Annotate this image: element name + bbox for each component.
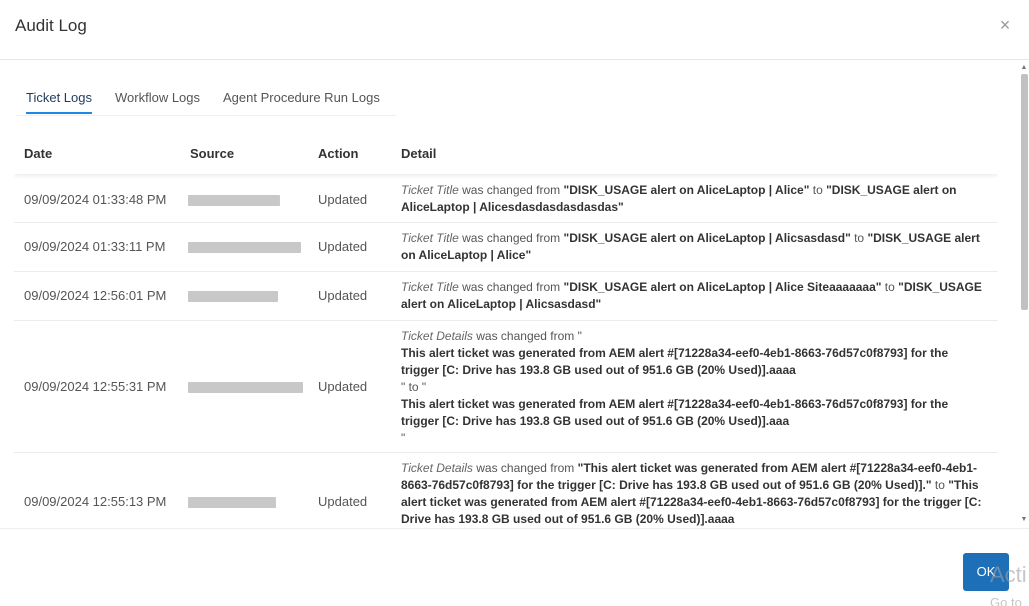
date-cell: 09/09/2024 12:55:31 PM bbox=[24, 379, 167, 394]
detail-changed-from: was changed from bbox=[458, 183, 564, 197]
table-row bbox=[14, 223, 998, 272]
detail-cell bbox=[401, 328, 987, 447]
detail-to-word: to bbox=[850, 231, 868, 245]
scroll-down-icon[interactable]: ▼ bbox=[1020, 516, 1028, 523]
source-redacted bbox=[188, 291, 278, 302]
column-header-source[interactable]: Source bbox=[190, 146, 235, 161]
detail-from-value: "This alert ticket was generated from AEM alert #[71228a34-eef0-4eb1-8663-76d57c0f8793] for the trigger [C: Drive has 193.8 GB used out of 951.6 GB (20% Used)]." bbox=[401, 461, 978, 492]
table-row bbox=[14, 272, 998, 321]
detail-field: Ticket Title bbox=[401, 280, 459, 294]
tab-ticket-logs[interactable]: Ticket Logs bbox=[26, 90, 92, 105]
ok-button[interactable]: OK bbox=[963, 553, 1009, 591]
action-cell: Updated bbox=[318, 239, 368, 254]
detail-to-value: "DISK_USAGE alert on AliceLaptop | Alicsasdasd" bbox=[401, 280, 982, 311]
date-cell: 09/09/2024 01:33:48 PM bbox=[24, 192, 167, 207]
column-header-action[interactable]: Action bbox=[318, 146, 359, 161]
action-cell: Updated bbox=[318, 494, 368, 509]
table-row bbox=[14, 176, 998, 223]
detail-end-quote: " bbox=[401, 431, 406, 445]
source-redacted bbox=[188, 497, 276, 508]
detail-field: Ticket Details bbox=[401, 329, 473, 343]
column-header-detail[interactable]: Detail bbox=[401, 146, 437, 161]
detail-changed-from: was changed from " bbox=[472, 329, 582, 343]
detail-changed-from: was changed from bbox=[472, 461, 578, 475]
detail-to-value: This alert ticket was generated from AEM alert #[71228a34-eef0-4eb1-8663-76d57c0f8793] for the trigger [C: Drive has 193.8 GB used out of 951.6 GB (20% Used)].aaa bbox=[401, 397, 949, 428]
detail-to-word: to bbox=[931, 478, 949, 492]
detail-cell bbox=[401, 279, 987, 313]
table-header bbox=[14, 134, 998, 174]
activation-watermark-sub: Go to bbox=[990, 595, 1022, 606]
table-row bbox=[14, 321, 998, 453]
detail-cell bbox=[401, 460, 987, 528]
detail-field: Ticket Details bbox=[401, 461, 473, 475]
date-cell: 09/09/2024 12:55:13 PM bbox=[24, 494, 167, 509]
action-cell: Updated bbox=[318, 288, 368, 303]
vertical-scrollbar[interactable] bbox=[1019, 62, 1029, 528]
action-cell: Updated bbox=[318, 379, 368, 394]
detail-from-value: "DISK_USAGE alert on AliceLaptop | Alicsasdasd" bbox=[563, 231, 851, 245]
column-header-date[interactable]: Date bbox=[24, 146, 53, 161]
detail-cell bbox=[401, 230, 987, 264]
close-icon[interactable]: × bbox=[999, 15, 1011, 35]
tab-workflow-logs[interactable]: Workflow Logs bbox=[115, 90, 201, 105]
detail-changed-from: was changed from bbox=[458, 280, 564, 294]
detail-to-word: to bbox=[881, 280, 899, 294]
dialog-header bbox=[0, 0, 1029, 60]
detail-to-word: to bbox=[809, 183, 827, 197]
dialog-title: Audit Log bbox=[15, 16, 87, 35]
source-redacted bbox=[188, 195, 280, 206]
detail-to-value: "DISK_USAGE alert on AliceLaptop | Alicesdasdasdasdasdas" bbox=[401, 183, 957, 214]
detail-changed-from: was changed from bbox=[458, 231, 564, 245]
detail-from-value: "DISK_USAGE alert on AliceLaptop | Alice Siteaaaaaaa" bbox=[563, 280, 882, 294]
activation-watermark: Acti bbox=[990, 562, 1027, 587]
log-tabs bbox=[16, 88, 396, 116]
detail-from-value: "DISK_USAGE alert on AliceLaptop | Alice" bbox=[563, 183, 810, 197]
action-cell: Updated bbox=[318, 192, 368, 207]
detail-to-value: "DISK_USAGE alert on AliceLaptop | Alice" bbox=[401, 231, 980, 262]
detail-field: Ticket Title bbox=[401, 183, 459, 197]
source-redacted bbox=[188, 242, 301, 253]
scroll-up-icon[interactable]: ▲ bbox=[1020, 64, 1028, 71]
dialog-footer bbox=[0, 528, 1029, 606]
detail-from-value: This alert ticket was generated from AEM alert #[71228a34-eef0-4eb1-8663-76d57c0f8793] for the trigger [C: Drive has 193.8 GB used out of 951.6 GB (20% Used)].aaaa bbox=[401, 346, 949, 377]
audit-log-table bbox=[14, 134, 998, 528]
date-cell: 09/09/2024 01:33:11 PM bbox=[24, 239, 166, 254]
tab-agent-procedure-run-logs[interactable]: Agent Procedure Run Logs bbox=[223, 90, 380, 105]
scroll-thumb[interactable] bbox=[1021, 74, 1028, 310]
detail-to-value: "This alert ticket was generated from AEM alert #[71228a34-eef0-4eb1-8663-76d57c0f8793] for the trigger [C: Drive has 193.8 GB used out of 951.6 GB (20% Used)].aaaa bbox=[401, 478, 982, 526]
detail-field: Ticket Title bbox=[401, 231, 459, 245]
source-redacted bbox=[188, 382, 303, 393]
date-cell: 09/09/2024 12:56:01 PM bbox=[24, 288, 167, 303]
table-row bbox=[14, 453, 998, 528]
detail-cell bbox=[401, 182, 987, 216]
detail-to-word: " to " bbox=[401, 380, 427, 394]
